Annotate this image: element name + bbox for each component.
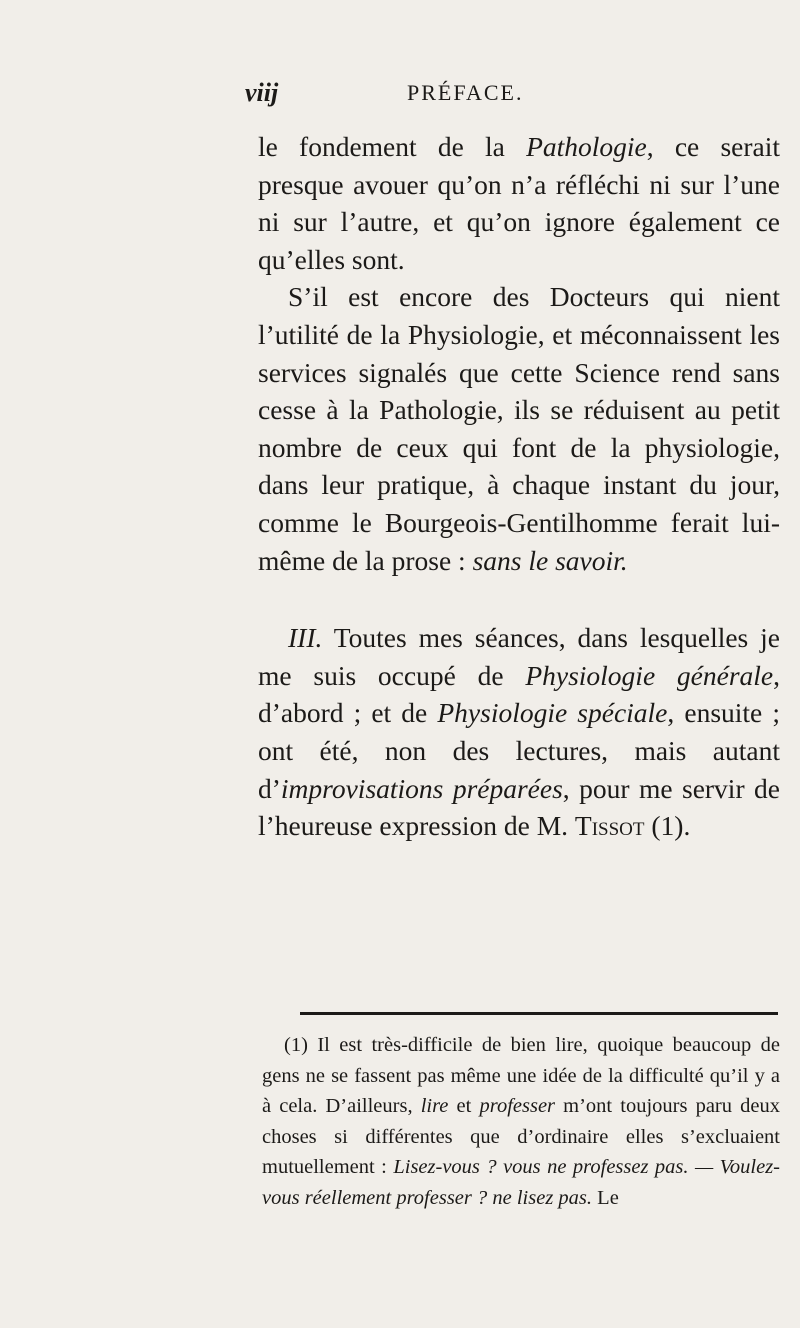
italic-term: Lisez-vous ? vous ne professez pas. — Voulez-vous réellement professer ? ne lisez pas. bbox=[262, 1156, 781, 1209]
author-name: Tissot bbox=[574, 810, 645, 842]
text-span: Le bbox=[592, 1186, 619, 1209]
page-header bbox=[245, 78, 800, 118]
italic-term: professer bbox=[479, 1095, 556, 1118]
text-span: , pour me servir de l’heureuse expression de M. bbox=[258, 772, 780, 842]
running-title: PRÉFACE. bbox=[407, 80, 524, 105]
text-span: , d’abord ; et de bbox=[258, 659, 781, 729]
italic-term: lire bbox=[420, 1095, 449, 1118]
text-span: le fondement de la bbox=[258, 131, 527, 162]
paragraph-doctors bbox=[258, 278, 780, 579]
italic-term: sans le savoir. bbox=[472, 544, 628, 576]
italic-term: improvisations préparées bbox=[280, 772, 563, 804]
text-span: (1). bbox=[644, 810, 691, 842]
footnote bbox=[262, 1030, 780, 1214]
italic-term: Pathologie bbox=[526, 131, 647, 162]
text-span: Toutes mes séances, dans lesquelles je me suis occupé de bbox=[258, 622, 780, 691]
paragraph-section-iii bbox=[258, 619, 780, 845]
italic-term: Physiologie générale bbox=[525, 659, 774, 691]
folio-number: viij bbox=[245, 78, 279, 107]
text-span: S’il est encore des Docteurs qui nient l’utilité de la Physiologie, et méconnaissent les services signalés que cette Science rend sans cesse à la Pathologie, ils se réduisent au petit nombre de ceux qui font de la physiologie, dans leur pratique, à chaque instant du jour, comme le Bourgeois-Gentilhomme ferait lui-même de la prose : bbox=[258, 281, 780, 576]
text-span: m’ont toujours paru deux choses si différentes que d’ordinaire elles s’excluaient mutuellement : bbox=[262, 1095, 780, 1179]
footnote-rule bbox=[300, 1012, 778, 1015]
footnote-text bbox=[262, 1030, 780, 1214]
text-span: , ce serait presque avouer qu’on n’a réfléchi ni sur l’une ni sur l’autre, et qu’on ignore également ce qu’elles sont. bbox=[258, 131, 780, 275]
text-span: et bbox=[448, 1095, 480, 1118]
text-span: , ensuite ; ont été, non des lectures, mais autant d’ bbox=[258, 697, 780, 804]
main-text bbox=[258, 128, 780, 845]
section-numeral: III. bbox=[288, 622, 323, 654]
text-span: (1) Il est très-difficile de bien lire, quoique beaucoup de gens ne se fassent pas même une idée de la difficulté qu’il y a à cela. D’ailleurs, bbox=[262, 1034, 780, 1118]
italic-term: Physiologie spéciale bbox=[437, 697, 668, 729]
paragraph-continuation bbox=[258, 128, 780, 278]
